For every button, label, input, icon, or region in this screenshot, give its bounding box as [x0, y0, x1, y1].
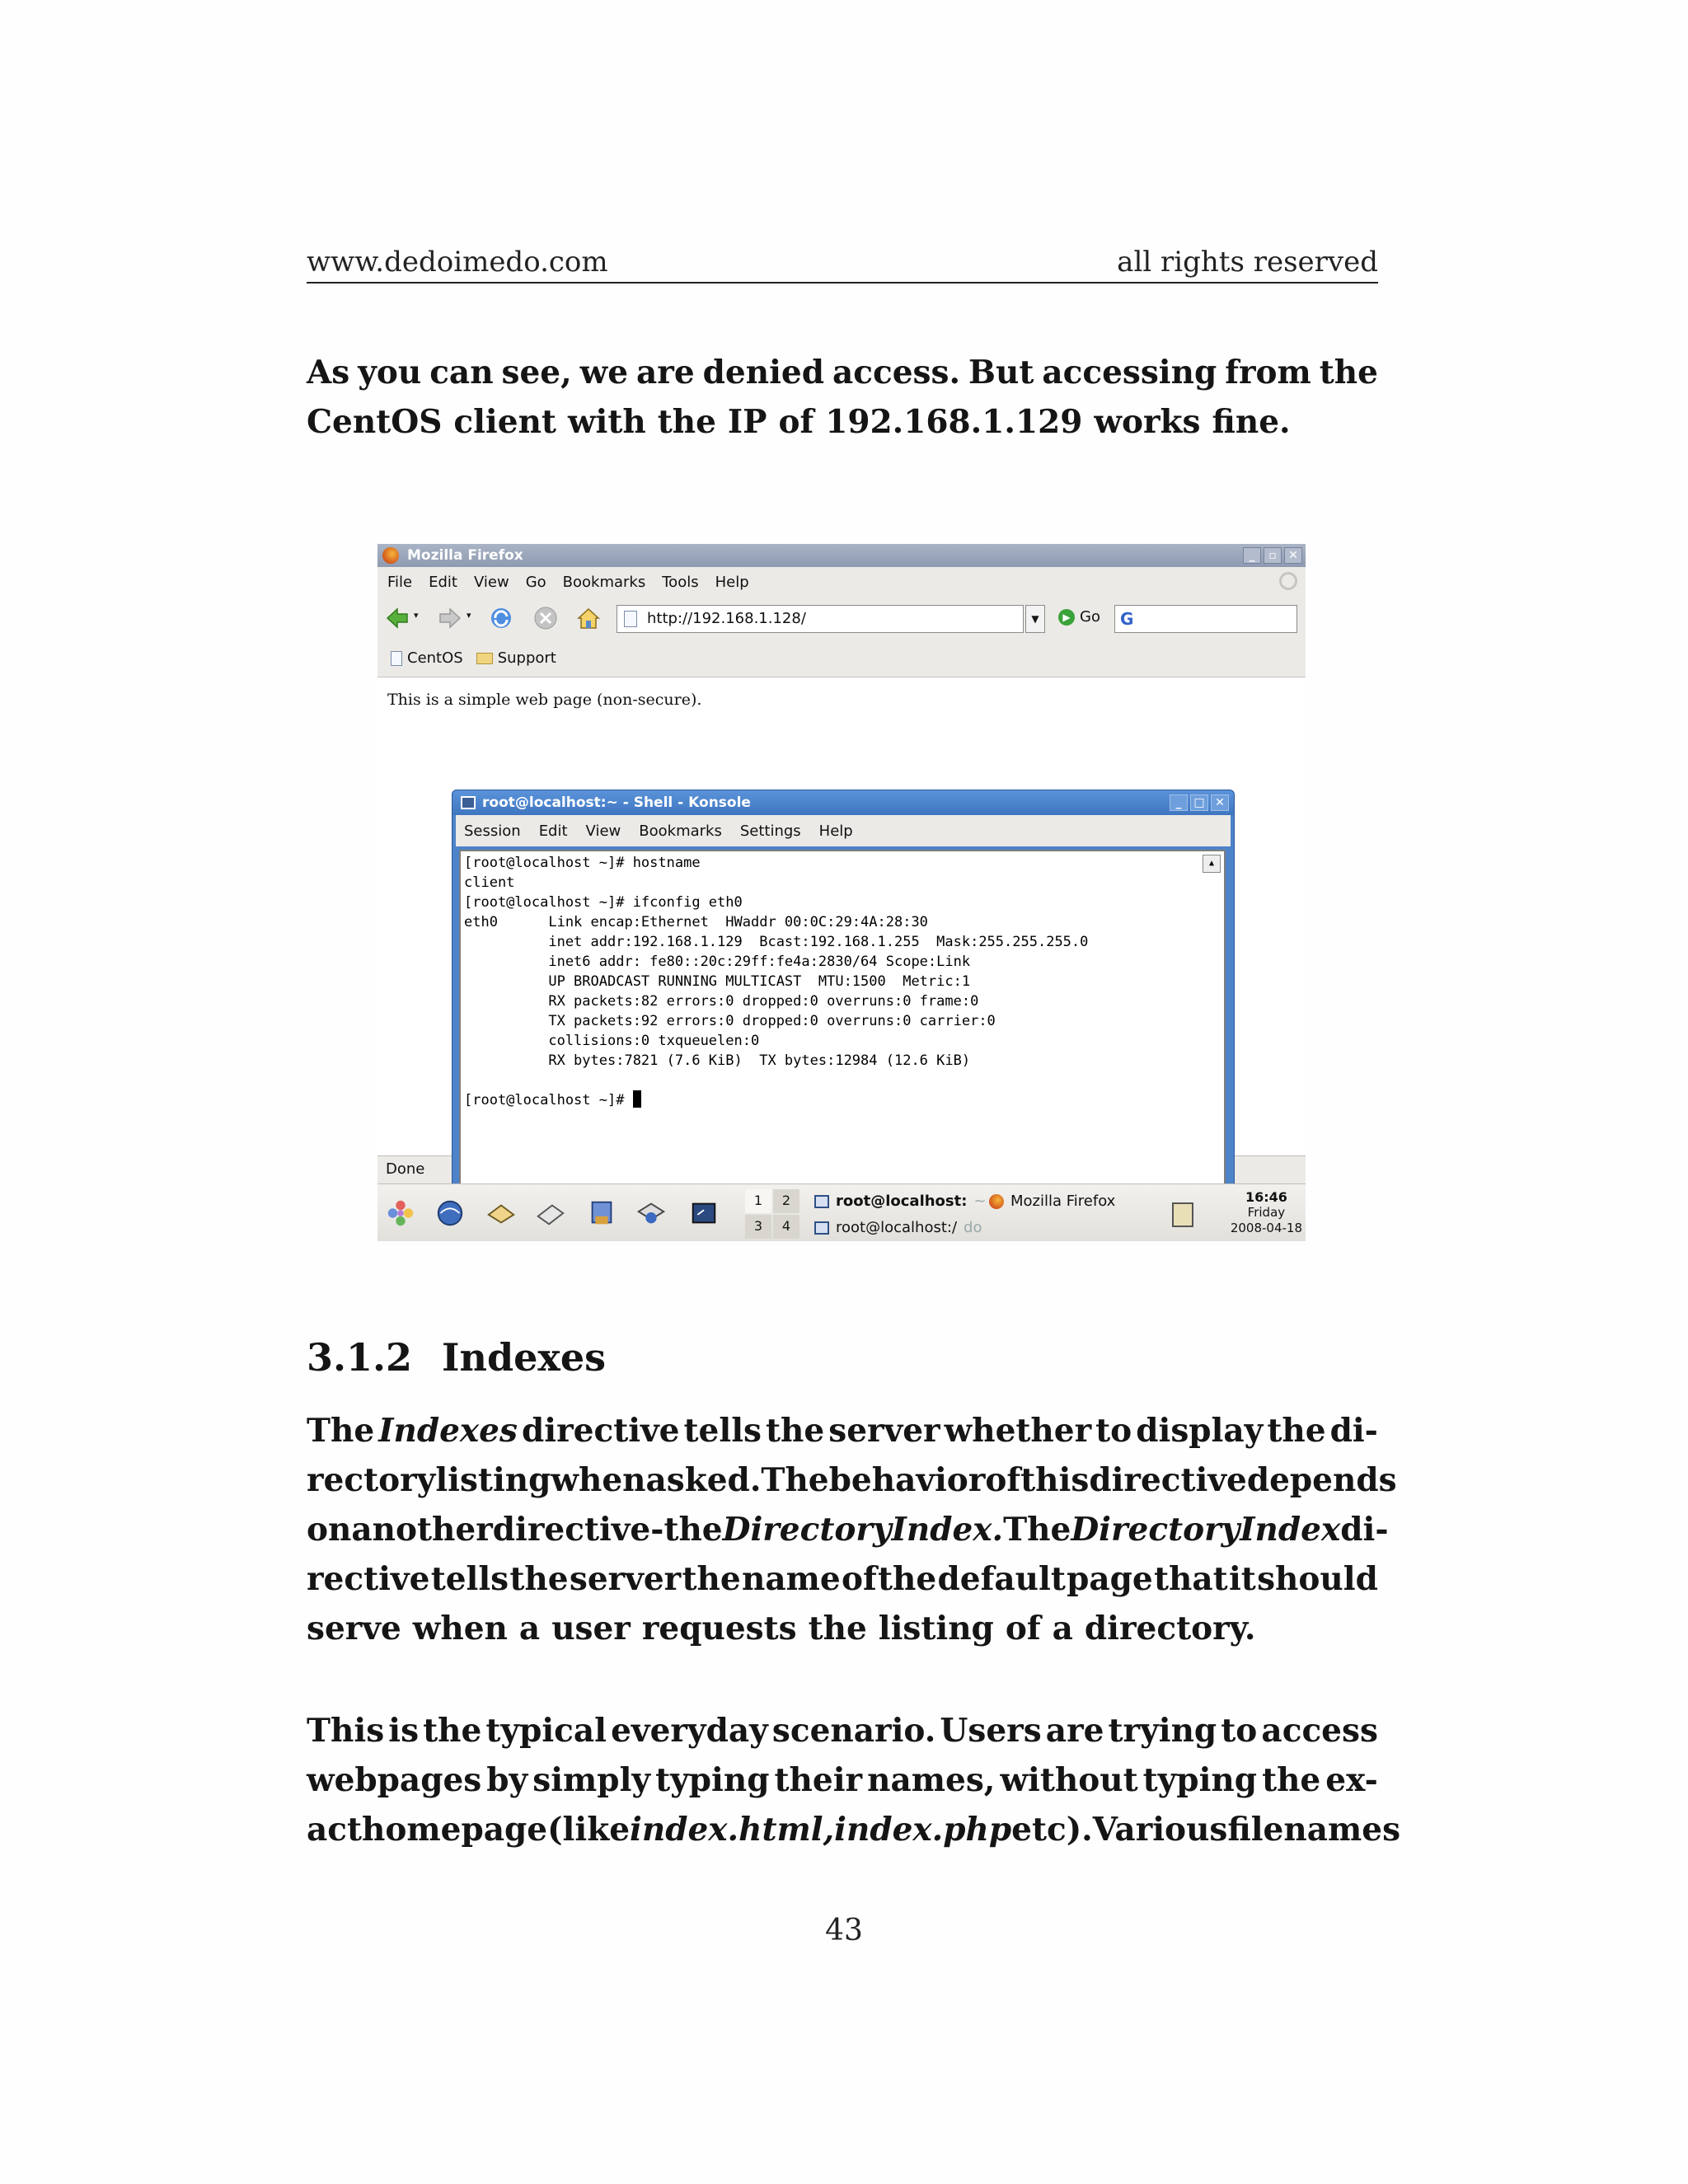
word: directive	[522, 1412, 680, 1450]
menu-view[interactable]: View	[473, 573, 509, 591]
terminal-line: eth0 Link encap:Ethernet HWaddr 00:0C:29:4A:28:30	[464, 914, 928, 930]
menu-edit[interactable]: Edit	[538, 822, 568, 840]
terminal-line: RX packets:82 errors:0 dropped:0 overruns:0 frame:0	[464, 993, 979, 1010]
status-bar: Done	[377, 1155, 1306, 1183]
word: asked.	[645, 1461, 762, 1499]
running-header	[307, 246, 1378, 284]
word: homepage	[362, 1811, 548, 1849]
word: ex-	[1325, 1761, 1378, 1799]
word: the	[766, 1412, 825, 1450]
page-content: This is a simple web page (non-secure).	[387, 691, 702, 709]
search-input[interactable]	[1114, 605, 1297, 633]
kde-menu-icon[interactable]	[384, 1197, 417, 1229]
firefox-icon	[989, 1194, 1004, 1209]
word: listing	[878, 1610, 994, 1647]
word: directory.	[1084, 1610, 1256, 1647]
clock-time: 16:46	[1245, 1189, 1287, 1205]
word: the	[1262, 1761, 1321, 1799]
text-cursor	[633, 1090, 641, 1108]
terminal-line: collisions:0 txqueuelen:0	[464, 1033, 760, 1049]
menu-help[interactable]: Help	[715, 573, 749, 591]
word: of	[1005, 1610, 1041, 1647]
maximize-icon[interactable]: □	[1190, 794, 1208, 811]
page-icon	[391, 651, 402, 666]
word: on	[307, 1511, 352, 1549]
menu-file[interactable]: File	[387, 573, 413, 591]
word: names,	[867, 1761, 996, 1799]
word: name	[741, 1560, 841, 1598]
word: IP	[727, 403, 767, 441]
menu-bookmarks[interactable]: Bookmarks	[562, 573, 646, 591]
konsole-menubar	[456, 815, 1231, 846]
word: page	[1067, 1560, 1153, 1598]
mail-icon[interactable]	[485, 1197, 518, 1229]
scenario-paragraph	[307, 1706, 1401, 1854]
terminal-line	[464, 1071, 1221, 1090]
firefox-window-buttons	[1243, 547, 1302, 564]
clock-date: 2008-04-18	[1230, 1221, 1302, 1235]
word: act	[307, 1811, 363, 1849]
terminal-line: RX bytes:7821 (7.6 KiB) TX bytes:12984 (12.6 KiB)	[464, 1052, 971, 1069]
konsole-titlebar	[452, 790, 1234, 815]
desktop-screenshot	[377, 544, 1306, 1241]
header-rights: all rights reserved	[1117, 246, 1378, 279]
scroll-up-icon[interactable]: ▲	[1203, 855, 1221, 873]
word: typical	[485, 1712, 607, 1750]
search-engine-icon[interactable]: G	[1120, 609, 1134, 629]
kde-taskbar	[377, 1183, 1306, 1241]
word: listing	[435, 1461, 551, 1499]
paragraph-line	[307, 1755, 1378, 1805]
word: simply	[532, 1761, 651, 1799]
terminal-line: TX packets:92 errors:0 dropped:0 overruns:0 carrier:0	[464, 1013, 996, 1029]
desktop-pager	[745, 1189, 799, 1239]
stop-icon[interactable]	[532, 605, 559, 631]
desktop-2[interactable]: 2	[773, 1189, 799, 1213]
url-text: http://192.168.1.128/	[647, 610, 806, 627]
word: webpages	[307, 1761, 482, 1799]
header-site: www.dedoimedo.com	[307, 246, 608, 279]
word: DirectoryIndex	[1071, 1511, 1341, 1549]
menu-go[interactable]: Go	[525, 573, 546, 591]
go-label: Go	[1080, 608, 1100, 626]
word: by	[486, 1761, 528, 1799]
menu-edit[interactable]: Edit	[429, 573, 457, 591]
word: of	[985, 1461, 1021, 1499]
terminal-line: inet6 addr: fe80::20c:29ff:fe4a:2830/64 Scope:Link	[464, 954, 971, 970]
word: trying	[1108, 1712, 1217, 1750]
folder-icon	[476, 653, 493, 664]
paragraph-line	[307, 1455, 1397, 1505]
forward-dropdown-icon[interactable]: ▾	[467, 610, 471, 621]
word: typing	[1142, 1761, 1258, 1799]
task-firefox[interactable]	[989, 1193, 1115, 1210]
go-arrow-icon: ▶	[1058, 609, 1075, 626]
task-label: root@localhost:/	[836, 1219, 958, 1236]
task-label-faded: do	[964, 1219, 982, 1236]
page-icon	[624, 611, 637, 627]
word: tells	[683, 1412, 762, 1450]
page-number: 43	[825, 1914, 863, 1947]
word: 192.168.1.129	[825, 403, 1083, 441]
word: the	[878, 1560, 937, 1598]
firefox-titlebar	[377, 544, 1306, 567]
terminal-prompt-line	[464, 1090, 1221, 1110]
word: their	[774, 1761, 863, 1799]
word: the	[1267, 1412, 1326, 1450]
word: index.html,	[630, 1811, 835, 1849]
word: to	[1095, 1412, 1132, 1450]
word: server	[569, 1560, 682, 1598]
word: of	[841, 1560, 877, 1598]
word: This	[307, 1712, 385, 1750]
word: accessing	[1042, 354, 1217, 391]
go-button[interactable]	[1058, 608, 1100, 626]
terminal-line: inet addr:192.168.1.129 Bcast:192.168.1.255 Mask:255.255.255.0	[464, 934, 1089, 950]
word: we	[579, 354, 629, 391]
firefox-icon	[382, 547, 399, 564]
menu-bookmarks[interactable]: Bookmarks	[639, 822, 722, 840]
menu-session[interactable]: Session	[464, 822, 521, 840]
word: behavior	[828, 1461, 986, 1499]
word: requests	[641, 1610, 797, 1647]
word: serve	[307, 1610, 401, 1647]
task-konsole-active[interactable]	[814, 1193, 987, 1210]
word: typing	[655, 1761, 770, 1799]
word: another	[351, 1511, 493, 1549]
editor-icon[interactable]	[534, 1197, 567, 1229]
word: the	[657, 403, 716, 441]
word: depends	[1246, 1461, 1397, 1499]
menu-settings[interactable]: Settings	[739, 822, 801, 840]
reload-icon[interactable]	[488, 605, 514, 631]
word: see,	[501, 354, 572, 391]
word: directive	[1089, 1461, 1247, 1499]
web-browser-icon[interactable]	[434, 1197, 467, 1229]
word: The	[761, 1461, 829, 1499]
word: Users	[940, 1712, 1042, 1750]
word: But	[968, 354, 1034, 391]
word: rective	[307, 1560, 430, 1598]
terminal-output[interactable]	[459, 850, 1226, 1194]
bookmark-centos[interactable]	[391, 649, 463, 667]
restore-icon[interactable]: ▫	[1264, 547, 1282, 564]
back-dropdown-icon[interactable]: ▾	[414, 610, 419, 621]
desktop-4[interactable]: 4	[773, 1215, 799, 1239]
word: without	[1000, 1761, 1138, 1799]
word: server	[828, 1412, 940, 1450]
firefox-menubar	[377, 567, 1306, 597]
terminal-line: [root@localhost ~]# hostname	[464, 855, 701, 871]
word: CentOS	[307, 403, 443, 441]
task-label-faded: ~	[973, 1193, 987, 1210]
word: everyday	[611, 1712, 768, 1750]
paragraph-line	[307, 1604, 1378, 1653]
section-heading	[307, 1335, 606, 1380]
word: fine.	[1212, 403, 1291, 441]
word: to	[1221, 1712, 1258, 1750]
word: the	[663, 1511, 723, 1549]
forward-arrow-icon[interactable]	[437, 605, 463, 631]
word: Indexes	[378, 1412, 518, 1450]
desktop-3[interactable]: 3	[745, 1215, 771, 1239]
bookmarks-toolbar	[377, 640, 1306, 677]
intro-paragraph	[307, 348, 1378, 447]
office-icon[interactable]	[585, 1197, 618, 1229]
word: whether	[944, 1412, 1092, 1450]
bookmark-support[interactable]	[476, 649, 556, 667]
word: denied	[702, 354, 824, 391]
word: is	[388, 1712, 420, 1750]
task-label: Mozilla Firefox	[1010, 1193, 1116, 1210]
terminal-prompt: [root@localhost ~]#	[464, 1092, 633, 1108]
word: default	[937, 1560, 1066, 1598]
word: can	[429, 354, 494, 391]
word: the	[423, 1712, 482, 1750]
menu-tools[interactable]: Tools	[662, 573, 699, 591]
word: should	[1257, 1560, 1378, 1598]
word: The	[307, 1412, 375, 1450]
word: it	[1228, 1560, 1256, 1598]
word: a	[518, 1610, 541, 1647]
word: index.php	[834, 1811, 1012, 1849]
minimize-icon[interactable]: _	[1243, 547, 1261, 564]
word: a	[1052, 1610, 1073, 1647]
terminal-icon	[461, 796, 476, 809]
indexes-paragraph	[307, 1406, 1397, 1653]
word: when	[412, 1610, 508, 1647]
terminal-icon	[814, 1195, 829, 1208]
throbber-icon	[1279, 572, 1297, 590]
paragraph-line	[307, 1505, 1389, 1554]
menu-help[interactable]: Help	[818, 822, 853, 840]
menu-view[interactable]: View	[585, 822, 621, 840]
word: client	[453, 403, 556, 441]
firefox-title: Mozilla Firefox	[407, 547, 523, 564]
clipboard-icon[interactable]	[1172, 1202, 1193, 1227]
word: works	[1094, 403, 1201, 441]
word: from	[1225, 354, 1311, 391]
word: (like	[547, 1811, 631, 1849]
clock-day: Friday	[1247, 1205, 1286, 1220]
word: As	[307, 354, 350, 391]
paragraph-line	[307, 1805, 1401, 1854]
word: rectory	[307, 1461, 436, 1499]
clock[interactable]	[1231, 1189, 1302, 1236]
word: file	[1227, 1811, 1284, 1849]
word: directive	[492, 1511, 651, 1549]
home-icon[interactable]	[575, 605, 602, 631]
close-icon[interactable]: ✕	[1211, 794, 1229, 811]
navigation-toolbar	[377, 597, 1306, 640]
word: when	[551, 1461, 646, 1499]
word: DirectoryIndex.	[722, 1511, 1004, 1549]
word: are	[1045, 1712, 1104, 1750]
close-icon[interactable]: ✕	[1284, 547, 1302, 564]
word: Various	[1092, 1811, 1228, 1849]
word: -	[650, 1511, 664, 1549]
word: etc).	[1011, 1811, 1093, 1849]
bookmark-label: CentOS	[407, 649, 463, 667]
word: with	[567, 403, 646, 441]
konsole-window-buttons	[1170, 794, 1229, 811]
url-dropdown-icon[interactable]: ▼	[1025, 605, 1045, 633]
section-title: Indexes	[442, 1335, 606, 1380]
terminal-line: client	[464, 874, 515, 891]
word: The	[1003, 1511, 1071, 1549]
paragraph-line	[307, 1406, 1378, 1455]
terminal-launcher-icon[interactable]	[687, 1197, 720, 1229]
terminal-icon	[814, 1221, 829, 1235]
word: that	[1154, 1560, 1228, 1598]
word: display	[1136, 1412, 1264, 1450]
word: di-	[1329, 1412, 1378, 1450]
settings-icon[interactable]	[635, 1197, 668, 1229]
word: names	[1283, 1811, 1401, 1849]
word: this	[1020, 1461, 1090, 1499]
minimize-icon[interactable]: _	[1170, 794, 1188, 811]
word: the	[808, 1610, 867, 1647]
word: di-	[1340, 1511, 1389, 1549]
paragraph-line	[307, 1554, 1378, 1604]
word: scenario.	[771, 1712, 936, 1750]
word: tells	[430, 1560, 509, 1598]
word: of	[778, 403, 814, 441]
word: access	[1261, 1712, 1378, 1750]
paragraph-line	[307, 348, 1378, 397]
back-arrow-icon[interactable]	[384, 605, 410, 631]
bookmark-label: Support	[497, 649, 556, 667]
konsole-window	[452, 790, 1235, 1193]
desktop-1[interactable]: 1	[745, 1189, 771, 1213]
word: the	[509, 1560, 569, 1598]
word: you	[358, 354, 422, 391]
terminal-line: UP BROADCAST RUNNING MULTICAST MTU:1500 Metric:1	[464, 973, 971, 990]
url-input[interactable]	[617, 605, 1024, 633]
word: the	[1319, 354, 1378, 391]
konsole-title: root@localhost:~ - Shell - Konsole	[482, 794, 751, 811]
paragraph-line	[307, 397, 1378, 447]
word: the	[682, 1560, 741, 1598]
word: user	[551, 1610, 631, 1647]
terminal-line: [root@localhost ~]# ifconfig eth0	[464, 894, 743, 911]
task-label: root@localhost:	[836, 1193, 968, 1210]
word: are	[636, 354, 695, 391]
paragraph-line	[307, 1706, 1378, 1755]
task-konsole[interactable]	[814, 1219, 982, 1236]
section-number: 3.1.2	[307, 1335, 413, 1380]
word: access.	[832, 354, 961, 391]
